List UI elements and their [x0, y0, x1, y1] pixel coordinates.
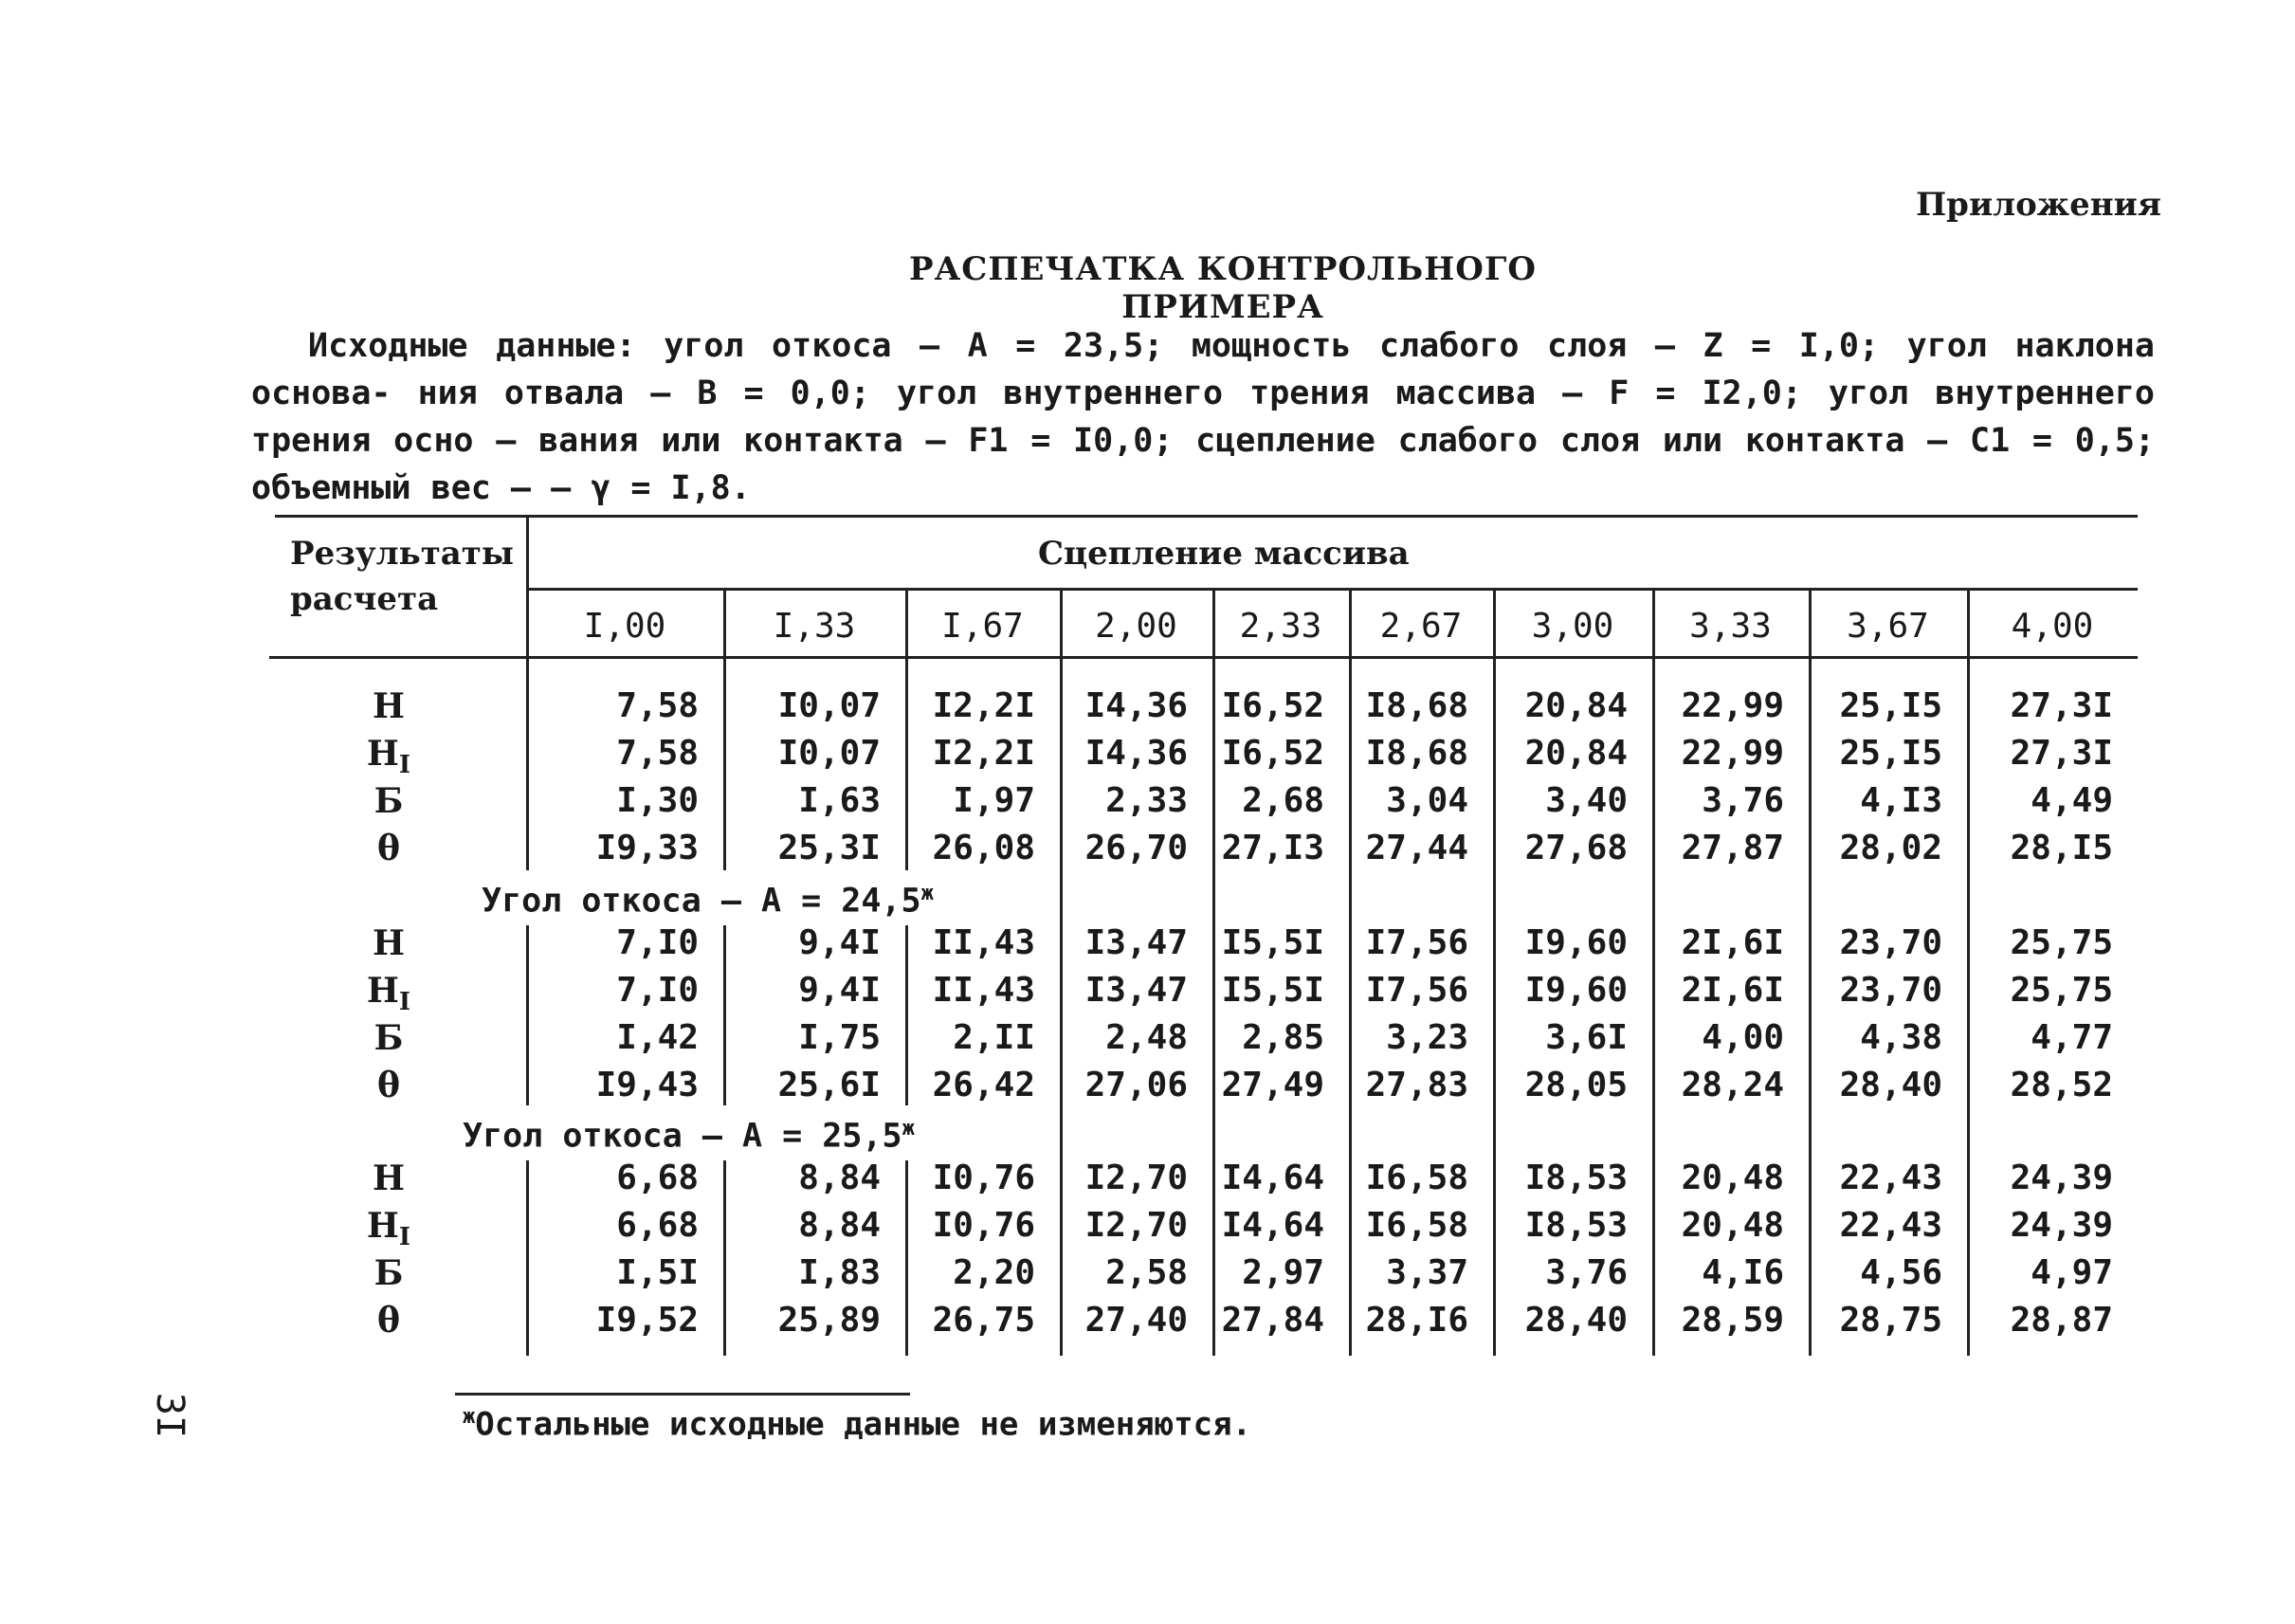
- row-label-symbol: θ: [376, 829, 400, 868]
- group-header-underline: [526, 588, 2138, 591]
- intro-line-4: – γ = I,8.: [551, 469, 751, 507]
- table-cell: 4,I6: [1702, 1253, 1784, 1292]
- table-cell: 9,4I: [798, 923, 881, 962]
- table-cell: I0,07: [777, 686, 881, 725]
- row-header-line2: расчета: [290, 580, 439, 618]
- table-cell: 28,52: [2010, 1066, 2113, 1104]
- column-header: I,33: [773, 607, 856, 646]
- table-cell: 28,59: [1681, 1301, 1784, 1340]
- table-cell: 8,84: [798, 1206, 881, 1245]
- table-cell: 26,75: [932, 1301, 1035, 1340]
- table-cell: I,30: [616, 781, 699, 820]
- row-label-symbol: Б: [373, 781, 404, 821]
- row-label-subscript: I: [398, 1223, 411, 1252]
- table-cell: 20,84: [1524, 734, 1628, 773]
- table-cell: 27,06: [1084, 1066, 1188, 1104]
- appendix-label: Приложения: [1916, 186, 2161, 224]
- row-label: [360, 1014, 417, 1062]
- table-cell: 27,83: [1365, 1066, 1468, 1104]
- table-cell: 27,84: [1221, 1301, 1324, 1340]
- table-cell: 28,40: [1839, 1066, 1942, 1104]
- table-cell: 2,II: [953, 1018, 1035, 1057]
- table-cell: 27,3I: [2010, 686, 2113, 725]
- table-cell: 25,6I: [777, 1066, 881, 1104]
- row-label: [360, 683, 417, 730]
- footnote-text: Остальные исходные данные не изменяются.: [475, 1405, 1252, 1444]
- row-label: [360, 1155, 417, 1202]
- column-header: 3,33: [1689, 607, 1772, 646]
- row-label-symbol: Н: [372, 686, 405, 726]
- table-cell: I5,5I: [1221, 971, 1324, 1010]
- table-cell: I6,58: [1365, 1159, 1468, 1197]
- section-title: [463, 1105, 920, 1160]
- table-cell: 28,I5: [2010, 829, 2113, 867]
- table-cell: I9,52: [595, 1301, 699, 1340]
- table-cell: I9,60: [1524, 923, 1628, 962]
- row-label: [360, 1250, 417, 1297]
- table-cell: I2,2I: [932, 734, 1035, 773]
- table-cell: 27,3I: [2010, 734, 2113, 773]
- table-cell: 3,40: [1545, 781, 1628, 820]
- column-header: 2,67: [1379, 607, 1463, 646]
- table-cell: 4,56: [1860, 1253, 1942, 1292]
- row-header: [290, 531, 514, 622]
- table-cell: 22,43: [1839, 1206, 1942, 1245]
- table-cell: 9,4I: [798, 971, 881, 1010]
- table-cell: 22,99: [1681, 734, 1784, 773]
- row-label-symbol: Н: [372, 923, 405, 963]
- table-cell: 8,84: [798, 1159, 881, 1197]
- row-header-line1: Результаты: [290, 535, 514, 573]
- row-label-symbol: Б: [373, 1018, 404, 1058]
- table-cell: 2I,6I: [1681, 923, 1784, 962]
- row-label-symbol: θ: [376, 1301, 400, 1341]
- table-cell: 4,49: [2031, 781, 2113, 820]
- table-cell: 2,85: [1242, 1018, 1324, 1057]
- table-cell: 4,38: [1860, 1018, 1942, 1057]
- table-cell: I0,76: [932, 1159, 1035, 1197]
- table-cell: 2I,6I: [1681, 971, 1784, 1010]
- row-label-symbol: θ: [376, 1066, 400, 1105]
- table-cell: I,83: [798, 1253, 881, 1292]
- section-title-text: Угол откоса – А = 24,5: [482, 882, 921, 921]
- table-cell: 23,70: [1839, 971, 1942, 1010]
- table-cell: 3,76: [1702, 781, 1784, 820]
- table-cell: I3,47: [1084, 923, 1188, 962]
- table-cell: I6,52: [1221, 734, 1324, 773]
- table-cell: I7,56: [1365, 923, 1468, 962]
- table-cell: I2,2I: [932, 686, 1035, 725]
- table-cell: I4,64: [1221, 1206, 1324, 1245]
- column-header: 3,67: [1847, 607, 1929, 646]
- table-cell: 28,02: [1839, 829, 1942, 867]
- table-cell: I8,53: [1524, 1159, 1628, 1197]
- table-cell: 28,87: [2010, 1301, 2113, 1340]
- row-label-symbol: Н: [366, 734, 399, 774]
- group-header: Сцепление массива: [1038, 535, 1410, 573]
- table-cell: 7,I0: [616, 971, 699, 1010]
- row-label-symbol: Н: [366, 1206, 399, 1246]
- table-cell: I2,70: [1084, 1206, 1188, 1245]
- table-cell: I5,5I: [1221, 923, 1324, 962]
- table-cell: 23,70: [1839, 923, 1942, 962]
- column-header: 4,00: [2011, 607, 2094, 646]
- column-header: 2,33: [1239, 607, 1322, 646]
- table-cell: 27,87: [1681, 829, 1784, 867]
- table-cell: 7,58: [616, 686, 699, 725]
- table-cell: II,43: [932, 923, 1035, 962]
- section-title: [482, 870, 939, 925]
- table-cell: II,43: [932, 971, 1035, 1010]
- table-top-rule: [275, 515, 2138, 518]
- table-cell: I2,70: [1084, 1159, 1188, 1197]
- table-cell: 7,I0: [616, 923, 699, 962]
- table-cell: I4,36: [1084, 734, 1188, 773]
- table-cell: I4,64: [1221, 1159, 1324, 1197]
- section-title-mark: ж: [920, 882, 934, 905]
- column-header: 3,00: [1531, 607, 1614, 646]
- footnote: [463, 1405, 1251, 1443]
- table-cell: I8,53: [1524, 1206, 1628, 1245]
- table-cell: 24,39: [2010, 1206, 2113, 1245]
- table-cell: 3,6I: [1545, 1018, 1628, 1057]
- table-cell: 2,97: [1242, 1253, 1324, 1292]
- table-cell: 4,I3: [1860, 781, 1942, 820]
- table-cell: 3,23: [1386, 1018, 1468, 1057]
- table-cell: I3,47: [1084, 971, 1188, 1010]
- table-cell: 28,40: [1524, 1301, 1628, 1340]
- footnote-rule: [455, 1393, 910, 1396]
- table-cell: 26,08: [932, 829, 1035, 867]
- page-title: РАСПЕЧАТКА КОНТРОЛЬНОГО ПРИМЕРА: [909, 250, 1537, 326]
- table-cell: I9,33: [595, 829, 699, 867]
- table-cell: 27,I3: [1221, 829, 1324, 867]
- column-header: I,00: [583, 607, 666, 646]
- table-cell: 2,68: [1242, 781, 1324, 820]
- row-label-subscript: I: [398, 988, 411, 1017]
- table-cell: I0,07: [777, 734, 881, 773]
- table-cell: 3,04: [1386, 781, 1468, 820]
- row-label: [360, 1297, 417, 1344]
- table-cell: 25,75: [2010, 923, 2113, 962]
- table-cell: I0,76: [932, 1206, 1035, 1245]
- table-cell: I,63: [798, 781, 881, 820]
- section-title-text: Угол откоса – А = 25,5: [463, 1117, 902, 1156]
- table-cell: 6,68: [616, 1159, 699, 1197]
- table-cell: 3,37: [1386, 1253, 1468, 1292]
- table-cell: 25,I5: [1839, 686, 1942, 725]
- table-cell: I,97: [953, 781, 1035, 820]
- row-label-symbol: Н: [366, 971, 399, 1011]
- table-cell: 28,I6: [1365, 1301, 1468, 1340]
- header-bottom-rule: [269, 656, 2138, 659]
- table-cell: 22,99: [1681, 686, 1784, 725]
- table-cell: I,5I: [616, 1253, 699, 1292]
- table-cell: I9,43: [595, 1066, 699, 1104]
- table-cell: 7,58: [616, 734, 699, 773]
- table-cell: 6,68: [616, 1206, 699, 1245]
- table-cell: 4,97: [2031, 1253, 2113, 1292]
- table-cell: 26,42: [932, 1066, 1035, 1104]
- row-label-symbol: Б: [373, 1253, 404, 1293]
- row-label-subscript: I: [398, 751, 411, 780]
- table-cell: 25,75: [2010, 971, 2113, 1010]
- table-cell: I,75: [798, 1018, 881, 1057]
- page-number: 3I: [148, 1392, 192, 1439]
- table-cell: 2,58: [1105, 1253, 1188, 1292]
- table-cell: 26,70: [1084, 829, 1188, 867]
- table-cell: I7,56: [1365, 971, 1468, 1010]
- table-cell: 28,24: [1681, 1066, 1784, 1104]
- table-cell: I6,58: [1365, 1206, 1468, 1245]
- row-label: [360, 920, 417, 967]
- table-cell: 20,48: [1681, 1206, 1784, 1245]
- row-label: [360, 825, 417, 872]
- table-cell: 25,I5: [1839, 734, 1942, 773]
- table-cell: 28,05: [1524, 1066, 1628, 1104]
- row-label-symbol: Н: [372, 1159, 405, 1198]
- table-cell: 24,39: [2010, 1159, 2113, 1197]
- table-cell: 27,68: [1524, 829, 1628, 867]
- table-cell: 3,76: [1545, 1253, 1628, 1292]
- table-cell: I9,60: [1524, 971, 1628, 1010]
- table-cell: 4,77: [2031, 1018, 2113, 1057]
- footnote-mark: ж: [463, 1405, 476, 1429]
- table-cell: I6,52: [1221, 686, 1324, 725]
- table-cell: 2,33: [1105, 781, 1188, 820]
- table-cell: 27,49: [1221, 1066, 1324, 1104]
- table-cell: I4,36: [1084, 686, 1188, 725]
- column-header: I,67: [941, 607, 1024, 646]
- intro-line-2: ния отвала – В = 0,0; угол внутреннего трения массива – F = I2,0; угол внутреннего трения осно –: [251, 374, 2155, 460]
- section-title-mark: ж: [902, 1117, 915, 1140]
- table-cell: 2,48: [1105, 1018, 1188, 1057]
- table-cell: 20,84: [1524, 686, 1628, 725]
- table-cell: 4,00: [1702, 1018, 1784, 1057]
- row-label: [360, 1062, 417, 1109]
- table-cell: I8,68: [1365, 686, 1468, 725]
- table-cell: 25,3I: [777, 829, 881, 867]
- row-label: [360, 777, 417, 825]
- intro-line-3: вания или контакта – F1 = I0,0; сцепление слабого слоя или контакта – C1 = 0,5; объемный вес –: [251, 422, 2156, 507]
- table-cell: 22,43: [1839, 1159, 1942, 1197]
- table-cell: I8,68: [1365, 734, 1468, 773]
- table-cell: 20,48: [1681, 1159, 1784, 1197]
- intro-line-1: Исходные данные: угол откоса – А = 23,5; мощность слабого слоя – Z = I,0; угол наклона основа-: [251, 327, 2155, 412]
- table-cell: 27,44: [1365, 829, 1468, 867]
- table-cell: 25,89: [777, 1301, 881, 1340]
- column-header: 2,00: [1095, 607, 1177, 646]
- table-cell: 2,20: [953, 1253, 1035, 1292]
- table-cell: 27,40: [1084, 1301, 1188, 1340]
- table-cell: I,42: [616, 1018, 699, 1057]
- table-cell: 28,75: [1839, 1301, 1942, 1340]
